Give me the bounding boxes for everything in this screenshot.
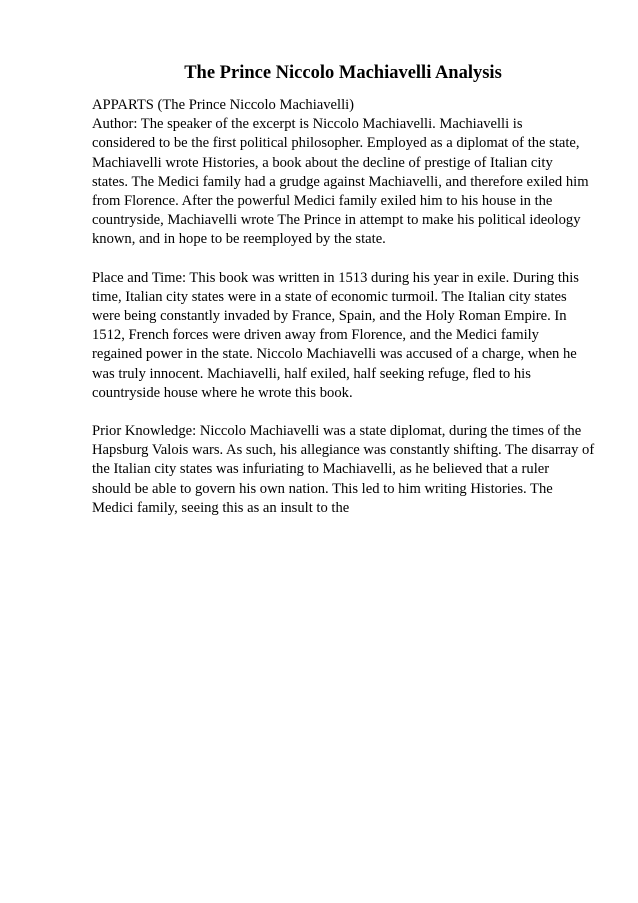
text-line: Machiavelli wrote Histories, a book about the decline of prestige of Italian city [92,154,553,171]
text-line: Author: The speaker of the excerpt is Niccolo Machiavelli. Machiavelli is [92,116,523,133]
text-line: were being constantly invaded by France, Spain, and the Holy Roman Empire. In [92,308,567,325]
paragraph-spacer [92,250,632,269]
text-line: from Florence. After the powerful Medici family exiled him to his house in the [92,193,553,210]
text-line: the Italian city states was infuriating to Machiavelli, as he believed that a ruler [92,461,550,478]
text-line: countryside house where he wrote this book. [92,384,353,401]
paragraph-apparts-author [92,96,632,250]
paragraph-prior-knowledge [92,422,632,518]
text-line: known, and in hope to be reemployed by the state. [92,231,386,248]
text-line: states. The Medici family had a grudge against Machiavelli, and therefore exiled him [92,173,589,190]
text-line: considered to be the first political philosopher. Employed as a diplomat of the state, [92,135,580,152]
text-line: was truly innocent. Machiavelli, half exiled, half seeking refuge, fled to his [92,365,531,382]
text-line: regained power in the state. Niccolo Machiavelli was accused of a charge, when he [92,346,577,363]
document-title: The Prince Niccolo Machiavelli Analysis [184,63,502,83]
document-body [92,96,632,518]
text-line: Hapsburg Valois wars. As such, his allegiance was constantly shifting. The disarray of [92,442,595,459]
text-line: 1512, French forces were driven away from Florence, and the Medici family [92,327,539,344]
paragraph-spacer [92,403,632,422]
text-line: should be able to govern his own nation. This led to him writing Histories. The [92,480,553,497]
text-line: time, Italian city states were in a state of economic turmoil. The Italian city states [92,288,567,305]
text-line: Prior Knowledge: Niccolo Machiavelli was a state diplomat, during the times of the [92,423,582,440]
paragraph-place-and-time [92,269,632,403]
text-line: countryside, Machiavelli wrote The Prince in attempt to make his political ideology [92,212,581,229]
text-line: Place and Time: This book was written in 1513 during his year in exile. During this [92,269,579,286]
text-line: Medici family, seeing this as an insult to the [92,499,350,516]
text-line: APPARTS (The Prince Niccolo Machiavelli) [92,97,355,113]
